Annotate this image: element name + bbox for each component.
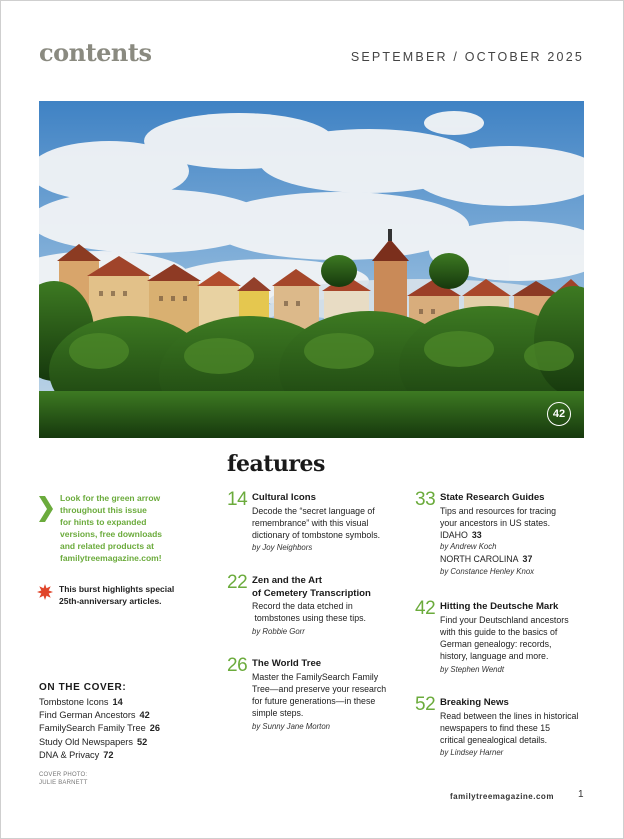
cover-photo-image bbox=[39, 101, 584, 438]
feature-desc-line: with this guide to the basics of bbox=[440, 626, 558, 637]
cover-item bbox=[39, 709, 209, 722]
state-page: 33 bbox=[471, 530, 482, 541]
feature-desc-line: Read between the lines in historical bbox=[440, 710, 579, 721]
feature-desc-line: critical genealogical details. bbox=[440, 735, 548, 746]
feature-desc-line: simple steps. bbox=[252, 708, 304, 719]
footer-page-number: 1 bbox=[578, 789, 584, 800]
page-title: contents bbox=[39, 38, 152, 67]
cover-item-page: 72 bbox=[103, 749, 114, 760]
burst-icon bbox=[37, 584, 53, 600]
cover-item-page: 14 bbox=[112, 697, 123, 707]
feature-desc-line: dictionary of tombstone symbols. bbox=[252, 530, 381, 541]
state-guide-entry[interactable] bbox=[440, 529, 585, 541]
note-line: familytreemagazine.com! bbox=[60, 553, 162, 563]
features-heading: features bbox=[227, 451, 325, 477]
note-line: for hints to expanded bbox=[60, 517, 147, 527]
credit-line: COVER PHOTO: bbox=[39, 772, 88, 778]
feature-byline: by Stephen Wendt bbox=[440, 664, 505, 674]
feature-desc-line: tombstones using these tips. bbox=[252, 613, 366, 624]
feature-byline: by Constance Henley Knox bbox=[440, 566, 535, 576]
feature-desc-line: remembrance” with this visual bbox=[252, 517, 369, 528]
cover-item bbox=[39, 696, 209, 709]
state-name: NORTH CAROLINA bbox=[440, 554, 519, 565]
feature-desc-line: Tree—and preserve your research bbox=[252, 683, 387, 694]
cover-item bbox=[39, 736, 209, 749]
note-line: throughout this issue bbox=[60, 505, 147, 515]
cover-item-page: 52 bbox=[136, 736, 148, 747]
cover-heading: ON THE COVER: bbox=[39, 682, 127, 693]
cover-item-page: 42 bbox=[139, 710, 150, 721]
feature-desc-line: Find your Deutschland ancestors bbox=[440, 614, 569, 625]
cover-item-label: DNA & Privacy bbox=[39, 749, 100, 760]
page-badge: 42 bbox=[547, 402, 571, 426]
feature-title: Zen and the Art bbox=[252, 575, 322, 586]
feature-desc-line: Decode the “secret language of bbox=[252, 505, 375, 516]
feature-byline: by Joy Neighbors bbox=[252, 543, 313, 553]
note-line: and related products at bbox=[60, 541, 154, 551]
feature-byline: by Lindsey Harner bbox=[440, 748, 504, 758]
state-name: IDAHO bbox=[440, 530, 468, 541]
cover-item bbox=[39, 722, 209, 735]
burst-note bbox=[37, 584, 202, 607]
feature-page-number: 42 bbox=[415, 598, 436, 619]
feature-cultural-icons[interactable] bbox=[227, 489, 397, 554]
feature-title: Cultural Icons bbox=[252, 492, 316, 503]
cover-item-label: Tombstone Icons bbox=[39, 697, 109, 707]
feature-title: Hitting the Deutsche Mark bbox=[440, 601, 559, 612]
town-landscape-illustration bbox=[39, 101, 584, 438]
feature-desc-line: your ancestors in US states. bbox=[440, 517, 551, 528]
feature-desc-line: Record the data etched in bbox=[252, 601, 353, 611]
credit-line: JULIE BARNETT bbox=[39, 779, 88, 786]
note-line: 25th-anniversary articles. bbox=[59, 595, 162, 606]
feature-byline: by Robbie Gorr bbox=[252, 626, 305, 636]
feature-title: The World Tree bbox=[252, 658, 322, 669]
feature-desc-line: newspapers to find these 15 bbox=[440, 722, 551, 733]
feature-title: of Cemetery Transcription bbox=[252, 587, 371, 599]
note-line: Look for the green arrow bbox=[60, 493, 161, 503]
cover-item bbox=[39, 749, 209, 762]
feature-deutsche-mark[interactable] bbox=[415, 598, 585, 676]
feature-title: Breaking News bbox=[440, 697, 509, 708]
feature-cemetery-transcription[interactable] bbox=[227, 572, 397, 638]
state-guide-entry[interactable] bbox=[440, 553, 585, 565]
feature-world-tree[interactable] bbox=[227, 655, 397, 733]
feature-byline: by Sunny Jane Morton bbox=[252, 721, 331, 731]
feature-title: State Research Guides bbox=[440, 492, 545, 503]
state-page: 37 bbox=[522, 554, 533, 565]
green-arrow-note bbox=[39, 492, 199, 564]
feature-byline: by Andrew Koch bbox=[440, 542, 497, 552]
green-arrow-icon bbox=[39, 496, 53, 522]
cover-item-label: Find German Ancestors bbox=[39, 710, 136, 721]
feature-desc-line: German genealogy: records, bbox=[440, 639, 552, 650]
feature-page-number: 52 bbox=[415, 694, 436, 715]
feature-page-number: 26 bbox=[227, 655, 248, 676]
feature-page-number: 22 bbox=[227, 572, 248, 593]
feature-page-number: 14 bbox=[227, 489, 248, 510]
footer-website-link[interactable]: familytreemagazine.com bbox=[450, 792, 554, 801]
cover-item-page: 26 bbox=[149, 723, 160, 734]
feature-desc-line: Master the FamilySearch Family bbox=[252, 671, 379, 682]
on-the-cover bbox=[39, 682, 209, 762]
feature-breaking-news[interactable] bbox=[415, 694, 585, 759]
cover-item-label: Study Old Newspapers bbox=[39, 736, 133, 747]
feature-desc-line: for future generations—in these bbox=[252, 696, 376, 707]
cover-photo-credit bbox=[39, 772, 88, 787]
feature-page-number: 33 bbox=[415, 489, 436, 510]
feature-desc-line: Tips and resources for tracing bbox=[440, 505, 557, 516]
cover-item-label: FamilySearch Family Tree bbox=[39, 723, 146, 734]
feature-desc-line: history, language and more. bbox=[440, 651, 549, 662]
note-line: This burst highlights special bbox=[59, 584, 175, 594]
note-line: versions, free downloads bbox=[60, 529, 163, 539]
feature-state-research-guides[interactable] bbox=[415, 489, 585, 578]
issue-date: SEPTEMBER / OCTOBER 2025 bbox=[350, 50, 584, 64]
